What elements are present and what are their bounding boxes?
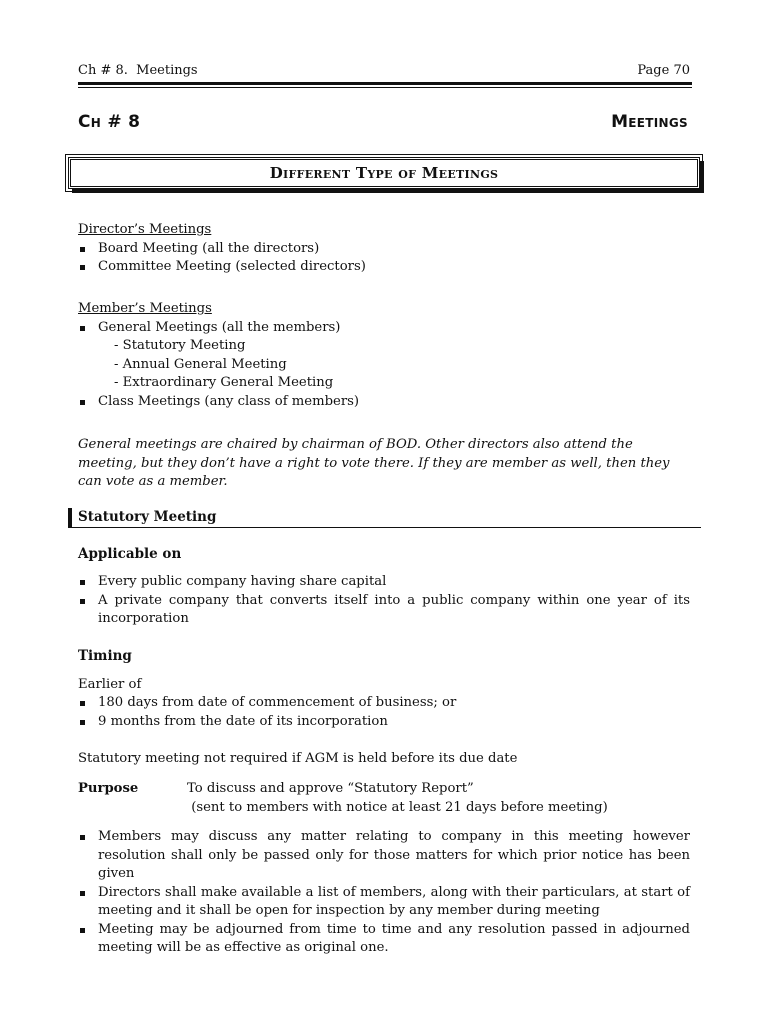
timing-list: [78, 694, 690, 731]
sub-list-item: - Statutory Meeting: [114, 338, 246, 353]
chair-note: General meetings are chaired by chairman of BOD. Other directors also attend the meeting, but they don’t have a right to vote there. If they are member as well, then they can vote as a member.: [78, 437, 670, 489]
timing-title: Timing: [78, 648, 132, 664]
purpose-subtext: (sent to members with notice at least 21 days before meeting): [187, 799, 608, 815]
chapter-number: Ch # 8: [78, 112, 141, 132]
list-item: Members may discuss any matter relating to company in this meeting however resolution shall only be passed only for those matters for which prior notice has been given: [78, 828, 690, 884]
agm-note: Statutory meeting not required if AGM is held before its due date: [78, 751, 518, 766]
list-item: Every public company having share capital: [78, 573, 690, 592]
sub-item-text: Extraordinary General Meeting: [122, 375, 334, 390]
chapter-name: Meetings: [611, 112, 688, 132]
purpose-block: [78, 780, 690, 817]
applicable-list: [78, 573, 690, 629]
members-list-2: [78, 393, 690, 412]
list-item: A private company that converts itself into a public company within one year of its incorporation: [78, 592, 690, 629]
sub-list-item: - Annual General Meeting: [114, 356, 287, 372]
list-item: 9 months from the date of its incorporation: [78, 713, 690, 732]
chapter-heading: [78, 112, 688, 132]
section-title-box: [68, 157, 700, 189]
sub-list-item: - Extraordinary General Meeting: [114, 375, 334, 390]
directors-title: Director’s Meetings: [78, 222, 212, 237]
list-item: Class Meetings (any class of members): [78, 393, 690, 412]
directors-list: [78, 240, 690, 277]
sub-item-text: Annual General Meeting: [122, 356, 287, 372]
timing-intro: Earlier of: [78, 677, 142, 692]
section-title: Different Type of Meetings: [269, 164, 499, 182]
list-item: Directors shall make available a list of members, along with their particulars, at start of meeting and it shall be open for inspection by any member during meeting: [78, 884, 690, 921]
applicable-title: Applicable on: [78, 546, 182, 562]
header-page-number: Page 70: [637, 63, 690, 78]
list-item: Board Meeting (all the directors): [78, 240, 690, 259]
statutory-heading: Statutory Meeting: [68, 508, 701, 528]
list-item: Meeting may be adjourned from time to time and any resolution passed in adjourned meeting will be as effective as original one.: [78, 921, 690, 958]
purpose-label: Purpose: [78, 781, 139, 796]
list-item: Committee Meeting (selected directors): [78, 258, 690, 277]
running-header: [78, 63, 690, 78]
purpose-text: To discuss and approve “Statutory Report”: [187, 781, 474, 796]
members-title: Member’s Meetings: [78, 301, 212, 316]
header-rule-thin: [78, 87, 692, 88]
list-item: General Meetings (all the members): [78, 319, 690, 338]
directors-meetings: [78, 221, 690, 277]
statutory-rules-list: [78, 828, 690, 958]
list-item: 180 days from date of commencement of business; or: [78, 694, 690, 713]
header-chapter: Ch # 8. Meetings: [78, 63, 198, 78]
members-list: [78, 319, 690, 338]
members-meetings: [78, 300, 690, 411]
sub-item-text: Statutory Meeting: [122, 338, 246, 353]
header-rule-thick: [78, 82, 692, 85]
